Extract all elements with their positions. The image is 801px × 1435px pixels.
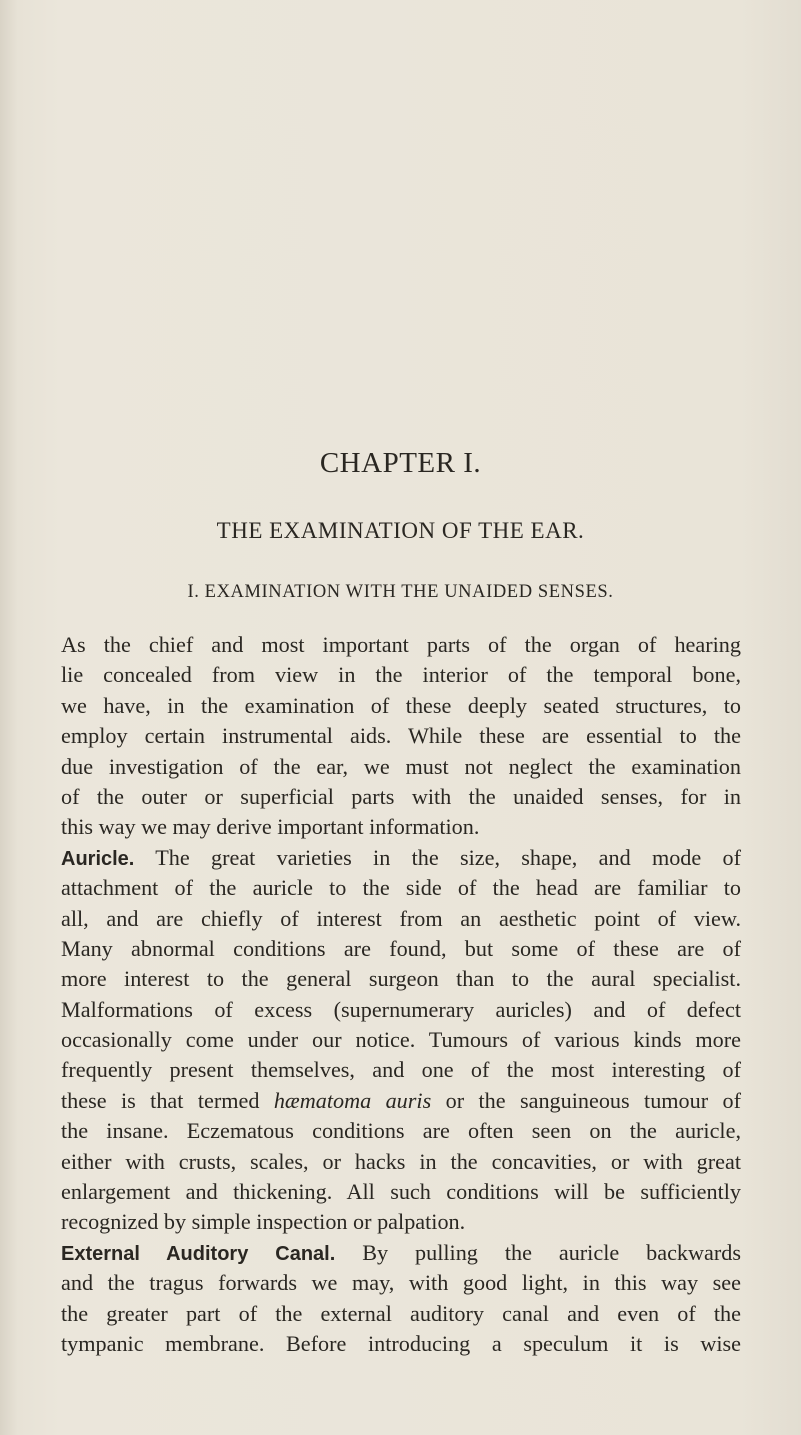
italic-term: hæmatoma auris (273, 1087, 432, 1113)
text-line (61, 843, 741, 873)
text-line: occasionally come under our notice. Tumours of various kinds more (61, 1027, 741, 1053)
paragraph-auricle (61, 843, 741, 1238)
paragraph-intro (61, 630, 741, 843)
text-line: either with crusts, scales, or hacks in the concavities, or with great (61, 1148, 741, 1174)
text-line: lie concealed from view in the interior of the temporal bone, (61, 662, 741, 688)
body-text (61, 630, 741, 1359)
side-heading-auricle: Auricle. (61, 847, 135, 870)
text-fragment: The great varieties in the size, shape, and mode of (134, 844, 741, 870)
text-fragment: these is that termed (61, 1087, 274, 1113)
section-title: THE EXAMINATION OF THE EAR. (216, 518, 585, 543)
text-line: and the tragus forwards we may, with good light, in this way see (61, 1270, 741, 1296)
text-line: more interest to the general surgeon than to the aural specialist. (61, 966, 741, 992)
text-line: Many abnormal conditions are found, but some of these are of (61, 935, 741, 961)
text-fragment: or the sanguineous tumour of (431, 1087, 742, 1113)
text-line (61, 1238, 741, 1268)
text-line: tympanic membrane. Before introducing a speculum it is wise (61, 1330, 741, 1356)
text-line: this way we may derive important information. (61, 814, 480, 840)
text-line: As the chief and most important parts of the organ of hearing (61, 632, 741, 657)
text-line: the greater part of the external auditory canal and even of the (61, 1300, 741, 1326)
text-line: due investigation of the ear, we must not neglect the examination (61, 753, 741, 779)
text-line: all, and are chiefly of interest from an aesthetic point of view. (61, 905, 741, 931)
subsection-title: I. EXAMINATION WITH THE UNAIDED SENSES. (187, 582, 614, 602)
text-line: Malformations of excess (supernumerary auricles) and of defect (61, 996, 741, 1022)
text-line: enlargement and thickening. All such conditions will be sufficiently (61, 1179, 741, 1205)
text-line: frequently present themselves, and one of the most interesting of (61, 1057, 741, 1083)
chapter-title: CHAPTER I. (319, 447, 482, 479)
side-heading-canal: External Auditory Canal. (61, 1242, 336, 1265)
text-line: we have, in the examination of these deeply seated structures, to (61, 692, 741, 718)
paragraph-canal (61, 1238, 741, 1360)
text-fragment: By pulling the auricle backwards (335, 1239, 741, 1265)
text-line: recognized by simple inspection or palpation. (61, 1209, 466, 1235)
text-line: of the outer or superficial parts with the unaided senses, for in (61, 783, 741, 809)
text-line (61, 1086, 741, 1116)
text-line: the insane. Eczematous conditions are often seen on the auricle, (61, 1118, 741, 1144)
text-line: attachment of the auricle to the side of the head are familiar to (61, 875, 741, 901)
text-line: employ certain instrumental aids. While these are essential to the (61, 723, 741, 749)
